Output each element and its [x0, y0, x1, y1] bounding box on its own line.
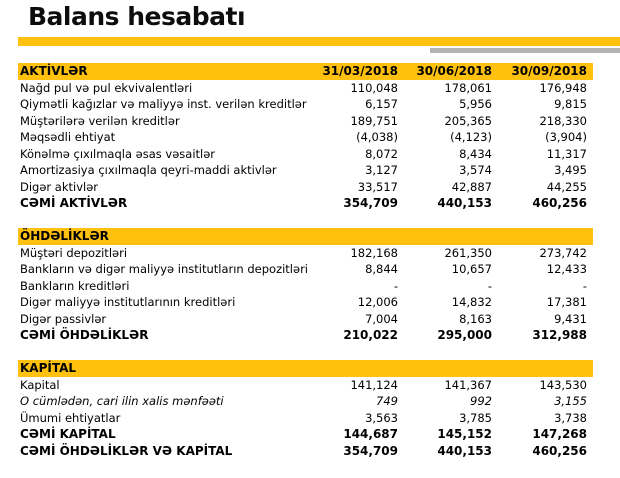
row-value: 440,153	[437, 196, 492, 211]
balance-table	[18, 63, 593, 459]
row-value: 261,350	[444, 245, 492, 260]
row-label: Digər passivlər	[20, 311, 107, 326]
row-value: 178,061	[444, 80, 492, 95]
row-value: 8,844	[365, 262, 398, 277]
section-title: KAPİTAL	[20, 361, 77, 376]
row-value: 143,530	[539, 377, 587, 392]
section-header-row	[18, 360, 593, 377]
row-value: 9,815	[554, 97, 587, 112]
row-value: 14,832	[451, 295, 492, 310]
table-row	[18, 377, 593, 394]
row-value: 42,887	[451, 179, 492, 194]
title-accent-bar	[18, 37, 620, 46]
table-row	[18, 393, 593, 410]
row-label: Könəlmə çıxılmaqla əsas vəsaitlər	[20, 146, 216, 161]
column-header-date: 31/03/2018	[322, 64, 398, 79]
row-value: 8,434	[459, 146, 492, 161]
row-value: 3,127	[365, 163, 398, 178]
table-row	[18, 195, 593, 212]
row-value: -	[582, 278, 587, 293]
row-value: 295,000	[437, 328, 492, 343]
row-value: 205,365	[444, 113, 492, 128]
row-label: CƏMİ KAPİTAL	[20, 427, 116, 442]
row-value: 145,152	[437, 427, 492, 442]
row-value: 6,157	[365, 97, 398, 112]
table-row	[18, 179, 593, 196]
row-value: 189,751	[350, 113, 398, 128]
row-label: Kapital	[20, 377, 60, 392]
row-value: 9,431	[554, 311, 587, 326]
row-value: 44,255	[546, 179, 587, 194]
row-value: 12,006	[357, 295, 398, 310]
row-label: Digər aktivlər	[20, 179, 99, 194]
title-divider-bar	[430, 48, 620, 53]
table-row	[18, 261, 593, 278]
table-row	[18, 278, 593, 295]
table-row	[18, 311, 593, 328]
row-label: Digər maliyyə institutlarının kreditləri	[20, 295, 236, 310]
row-value: 3,155	[554, 394, 587, 409]
row-label: CƏMİ ÖHDƏLİKLƏR	[20, 328, 149, 343]
row-label: Müştərilərə verilən kreditlər	[20, 113, 180, 128]
row-value: 992	[470, 394, 492, 409]
row-value: -	[393, 278, 398, 293]
row-value: 5,956	[459, 97, 492, 112]
table-row	[18, 426, 593, 443]
table-row	[18, 443, 593, 460]
row-value: -	[487, 278, 492, 293]
row-value: 8,163	[459, 311, 492, 326]
row-value: 141,367	[444, 377, 492, 392]
row-value: 3,495	[554, 163, 587, 178]
row-value: 8,072	[365, 146, 398, 161]
row-value: 7,004	[365, 311, 398, 326]
row-value: 354,709	[343, 196, 398, 211]
row-value: 17,381	[546, 295, 587, 310]
row-value: 273,742	[539, 245, 587, 260]
row-value: 218,330	[539, 113, 587, 128]
section-title: AKTİVLƏR	[20, 64, 88, 79]
row-value: 440,153	[437, 443, 492, 458]
table-row	[18, 113, 593, 130]
row-label: Amortizasiya çıxılmaqla qeyri-maddi aktivlər	[20, 163, 277, 178]
table-row	[18, 96, 593, 113]
row-value: 176,948	[539, 80, 587, 95]
column-header-date: 30/09/2018	[511, 64, 587, 79]
row-value: 110,048	[350, 80, 398, 95]
row-value: 3,563	[365, 410, 398, 425]
row-value: 460,256	[532, 196, 587, 211]
table-row	[18, 294, 593, 311]
section-header-row	[18, 63, 593, 80]
row-label: Bankların kreditləri	[20, 278, 130, 293]
row-value: 33,517	[357, 179, 398, 194]
row-label: CƏMİ ÖHDƏLİKLƏR VƏ KAPİTAL	[20, 443, 233, 458]
row-value: 312,988	[532, 328, 587, 343]
table-row	[18, 146, 593, 163]
row-value: 3,574	[459, 163, 492, 178]
row-label: Məqsədli ehtiyat	[20, 130, 116, 145]
row-label: Müştəri depozitləri	[20, 245, 128, 260]
table-row	[18, 327, 593, 344]
row-value: 3,738	[554, 410, 587, 425]
row-label: Qiymətli kağızlar və maliyyə inst. verilən kreditlər	[20, 97, 307, 112]
row-value: (3,904)	[545, 130, 587, 145]
row-value: 182,168	[350, 245, 398, 260]
table-section	[18, 360, 593, 459]
row-value: 141,124	[350, 377, 398, 392]
table-section	[18, 228, 593, 344]
row-value: 144,687	[343, 427, 398, 442]
row-value: 11,317	[546, 146, 587, 161]
row-value: 749	[376, 394, 398, 409]
row-label: Bankların və digər maliyyə institutların depozitləri	[20, 262, 309, 277]
table-row	[18, 162, 593, 179]
table-row	[18, 410, 593, 427]
row-label: Nağd pul və pul ekvivalentləri	[20, 80, 193, 95]
table-row	[18, 129, 593, 146]
row-label: Ümumi ehtiyatlar	[20, 410, 121, 425]
table-row	[18, 80, 593, 97]
column-header-date: 30/06/2018	[416, 64, 492, 79]
row-value: (4,123)	[450, 130, 492, 145]
row-label: CƏMİ AKTİVLƏR	[20, 196, 128, 211]
table-section	[18, 63, 593, 212]
table-row	[18, 245, 593, 262]
row-value: 147,268	[532, 427, 587, 442]
section-header-row	[18, 228, 593, 245]
row-value: 3,785	[459, 410, 492, 425]
row-value: 12,433	[546, 262, 587, 277]
row-value: 210,022	[343, 328, 398, 343]
row-value: (4,038)	[356, 130, 398, 145]
row-label: O cümlədən, cari ilin xalis mənfəəti	[20, 394, 224, 409]
page-title: Balans hesabatı	[28, 2, 246, 31]
row-value: 10,657	[451, 262, 492, 277]
row-value: 354,709	[343, 443, 398, 458]
section-title: ÖHDƏLİKLƏR	[20, 229, 109, 244]
row-value: 460,256	[532, 443, 587, 458]
